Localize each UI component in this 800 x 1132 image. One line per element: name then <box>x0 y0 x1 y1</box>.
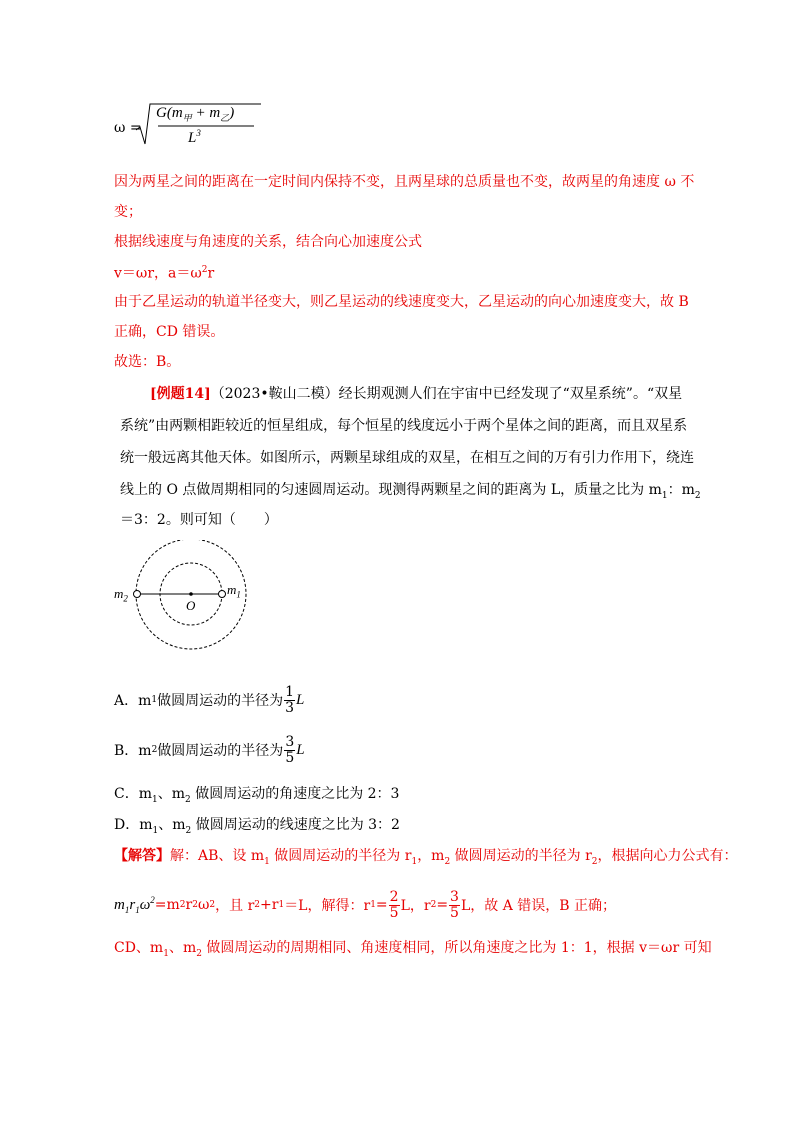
example-line-2: 系统”由两颗相距较近的恒星组成，每个恒星的线度远小于两个星体之间的距离，而且双星系 <box>120 418 688 434</box>
choice-A[interactable]: A．m 1 做圆周运动的半径为 $\frac{1}{3}$ L <box>114 683 305 716</box>
solution-line-7: 故选：B。 <box>114 354 181 370</box>
fraction-three-fifths: $\frac{3}{5}$ <box>285 733 295 766</box>
example-line-1: [例题14]（2023•鞍山二模）经长期观测人们在宇宙中已经发现了“双星系统”。“双星 <box>150 386 683 402</box>
omega-lhs: ω = <box>114 120 142 136</box>
center-point-O <box>189 592 193 596</box>
solution-line-5: 由于乙星运动的轨道半径变大，则乙星运动的线速度变大，乙星运动的向心加速度变大，故 B <box>114 294 689 310</box>
choice-C[interactable]: C．$m_1$、$m_2$ 做圆周运动的角速度之比为 2：3 <box>114 786 400 805</box>
example-tag: [例题14] <box>150 386 211 402</box>
star-m2 <box>134 591 141 598</box>
fraction-three-fifths-answer: $\frac{3}{5}$ <box>450 888 459 921</box>
fraction-two-fifths: $\frac{2}{5}$ <box>389 888 399 921</box>
fraction-one-third: $\frac{1}{3}$ <box>285 683 295 716</box>
choice-B[interactable]: B．m 2 做圆周运动的半径为 $\frac{3}{5}$ L <box>114 733 305 766</box>
choice-D[interactable]: D．$m_1$、$m_2$ 做圆周运动的线速度之比为 3：2 <box>114 817 400 836</box>
example-line-5: ＝3：2。则可知（ ） <box>120 512 278 528</box>
label-O: O <box>186 598 196 613</box>
example-line-3: 统一般远离其他天体。如图所示，两颗星球组成的双星，在相互之间的万有引力作用下，绕连 <box>120 450 694 466</box>
formula-denominator: $L^3$ <box>188 128 201 146</box>
answer-line-1: 【解答】解：AB、设 $m_1$ 做圆周运动的半径为 $r_1$，$m_2$ 做圆周运动的半径为 $r_2$，根据向心力公式有： <box>114 848 738 867</box>
example-line-4: 线上的 O 点做周期相同的匀速圆周运动。现测得两颗星之间的距离为 L，质量之比为 $m_1$：$m_2$ <box>120 482 701 501</box>
solution-line-3: 根据线速度与角速度的关系，结合向心加速度公式 <box>114 234 422 250</box>
solution-line-1: 因为两星之间的距离在一定时间内保持不变，且两星球的总质量也不变，故两星的角速度 ω 不 <box>114 174 695 190</box>
label-m1: $m_1$ <box>227 582 241 600</box>
label-m2: $m_2$ <box>114 586 128 604</box>
solution-line-4: v＝ωr，$a=\omega^2r$ <box>114 265 215 282</box>
formula-numerator: $G(m_甲 + m_乙)$ <box>156 105 235 123</box>
star-m1 <box>219 591 226 598</box>
answer-line-2: $m_1r_1\omega^2$ =m 2 r 2 ω 2 ，且 r 2 +r 1 ＝L，解得：r 1 = $\frac{2}{5}$ L，r 2 = $\frac{3}{5}$ L，故 A 错误，B 正确； <box>114 888 617 921</box>
answer-line-3: CD、$m_1$、$m_2$ 做圆周运动的周期相同、角速度相同，所以角速度之比为 1：1，根据 v＝ωr 可知 <box>114 940 712 959</box>
binary-star-figure <box>110 540 270 655</box>
solution-line-2: 变； <box>114 204 142 220</box>
solution-line-6: 正确，CD 错误。 <box>114 324 225 340</box>
answer-tag: 【解答】 <box>114 848 170 864</box>
